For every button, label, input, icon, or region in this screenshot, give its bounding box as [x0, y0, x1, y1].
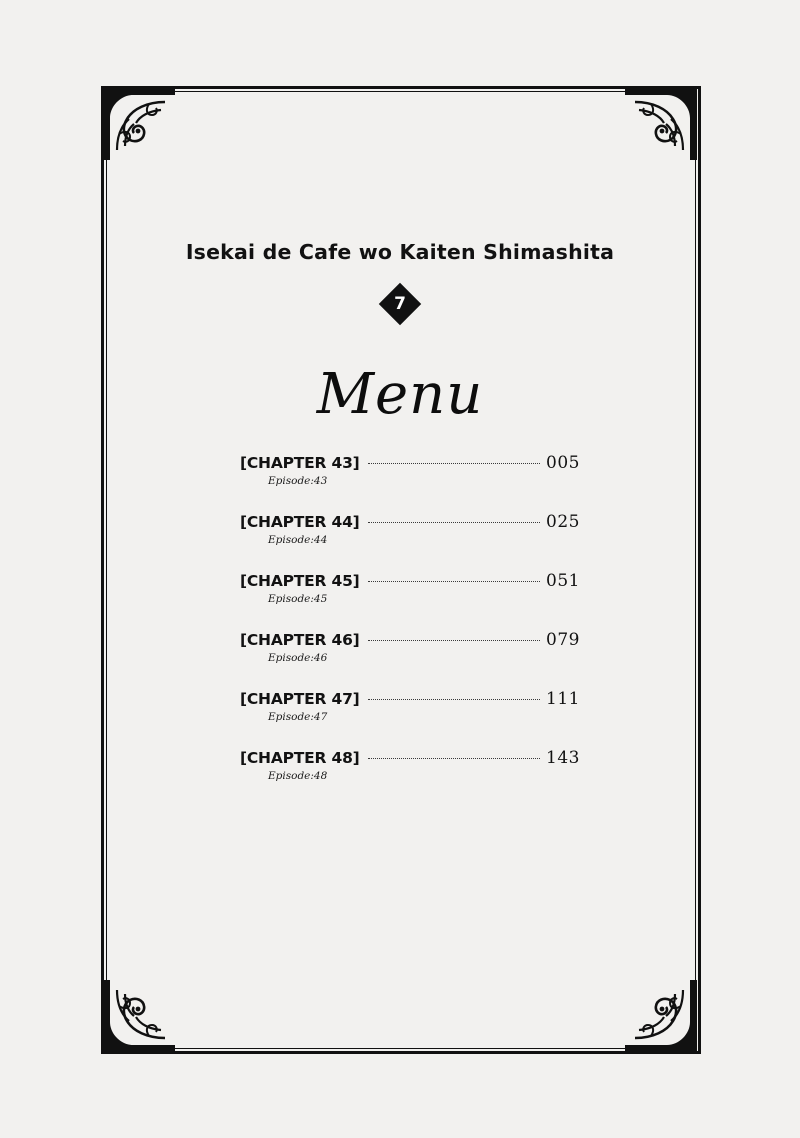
corner-ornament-icon	[625, 980, 697, 1052]
toc-row	[240, 629, 580, 650]
list-item[interactable]	[240, 688, 580, 723]
corner-ornament-icon	[103, 88, 175, 160]
dot-leader	[368, 511, 541, 527]
page-number: 051	[546, 571, 580, 591]
episode-label: Episode:44	[268, 534, 328, 546]
series-title: Isekai de Cafe wo Kaiten Shimashita	[185, 240, 615, 264]
episode-label: Episode:47	[268, 711, 328, 723]
dot-leader	[368, 570, 541, 586]
chapter-label: [CHAPTER 47]	[240, 690, 360, 708]
volume-number: 7	[394, 294, 406, 314]
dot-leader	[368, 688, 541, 704]
list-item[interactable]	[240, 629, 580, 664]
page-title: Menu	[316, 362, 484, 427]
chapter-label: [CHAPTER 44]	[240, 513, 360, 531]
toc-row	[240, 511, 580, 532]
toc-row	[240, 747, 580, 768]
list-item[interactable]	[240, 747, 580, 782]
chapter-label: [CHAPTER 45]	[240, 572, 360, 590]
dot-leader	[368, 629, 541, 645]
volume-badge	[380, 284, 420, 324]
dot-leader	[368, 452, 541, 468]
page-number: 079	[546, 630, 580, 650]
episode-label: Episode:46	[268, 652, 328, 664]
page-number: 111	[546, 689, 580, 709]
list-item[interactable]	[240, 452, 580, 487]
corner-ornament-icon	[103, 980, 175, 1052]
chapter-label: [CHAPTER 48]	[240, 749, 360, 767]
page-number: 005	[546, 453, 580, 473]
toc-row	[240, 452, 580, 473]
corner-ornament-icon	[625, 88, 697, 160]
page-number: 025	[546, 512, 580, 532]
episode-label: Episode:43	[268, 475, 328, 487]
episode-label: Episode:45	[268, 593, 328, 605]
toc-row	[240, 570, 580, 591]
list-item[interactable]	[240, 570, 580, 605]
dot-leader	[368, 747, 541, 763]
chapter-label: [CHAPTER 46]	[240, 631, 360, 649]
chapter-label: [CHAPTER 43]	[240, 454, 360, 472]
list-item[interactable]	[240, 511, 580, 546]
toc-row	[240, 688, 580, 709]
episode-label: Episode:48	[268, 770, 328, 782]
page-number: 143	[546, 748, 580, 768]
table-of-contents	[240, 452, 580, 806]
